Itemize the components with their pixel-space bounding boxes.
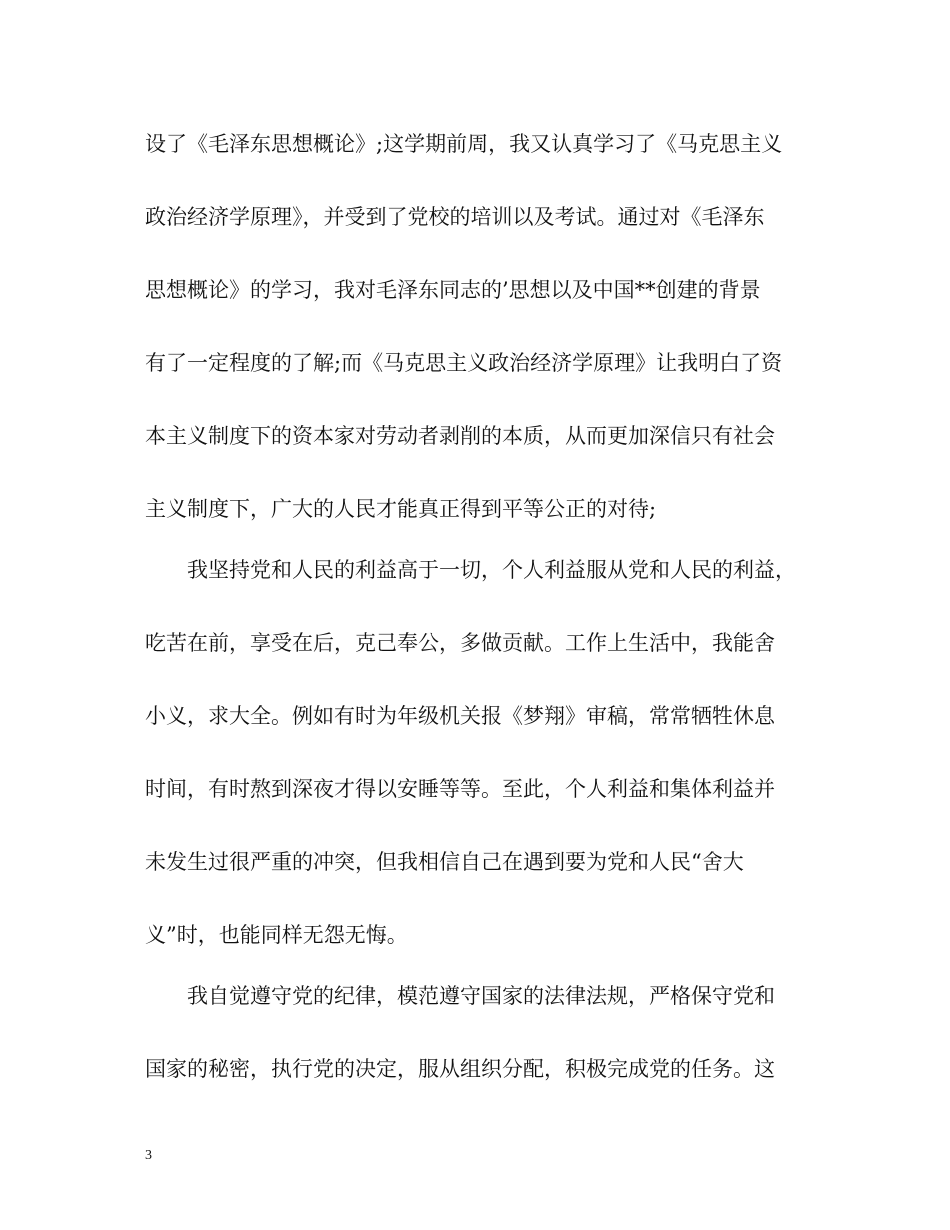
text-line-3: 思想概论》的学习，我对毛泽东同志的’思想以及中国**创建的背景	[145, 278, 761, 302]
text-line-6: 主义制度下，广大的人民才能真正得到平等公正的对待;	[145, 497, 657, 521]
text-line-13: 我自觉遵守党的纪律，模范遵守国家的法律法规，严格保守党和	[187, 984, 775, 1008]
text-line-9: 小义，求大全。例如有时为年级机关报《梦翔》审稿，常常牺牲休息	[145, 704, 775, 728]
text-line-1: 设了《毛泽东思想概论》;这学期前周，我又认真学习了《马克思主义	[145, 132, 783, 156]
text-line-14: 国家的秘密，执行党的决定，服从组织分配，积极完成党的任务。这	[145, 1057, 775, 1081]
text-line-11: 未发生过很严重的冲突，但我相信自己在遇到要为党和人民“舍大	[145, 850, 744, 874]
text-line-8: 吃苦在前，享受在后，克己奉公，多做贡献。工作上生活中，我能舍	[145, 631, 775, 655]
text-line-5: 本主义制度下的资本家对劳动者剥削的本质，从而更加深信只有社会	[145, 424, 775, 448]
text-line-10: 时间，有时熬到深夜才得以安睡等等。至此，个人利益和集体利益并	[145, 777, 775, 801]
page-number: 3	[145, 1148, 152, 1163]
text-line-4: 有了一定程度的了解;而《马克思主义政治经济学原理》让我明白了资	[145, 351, 783, 375]
text-line-12: 义”时，也能同样无怨无悔。	[145, 923, 408, 947]
text-line-7: 我坚持党和人民的利益高于一切，个人利益服从党和人民的利益，	[187, 558, 796, 582]
text-line-2: 政治经济学原理》，并受到了党校的培训以及考试。通过对《毛泽东	[145, 205, 765, 229]
